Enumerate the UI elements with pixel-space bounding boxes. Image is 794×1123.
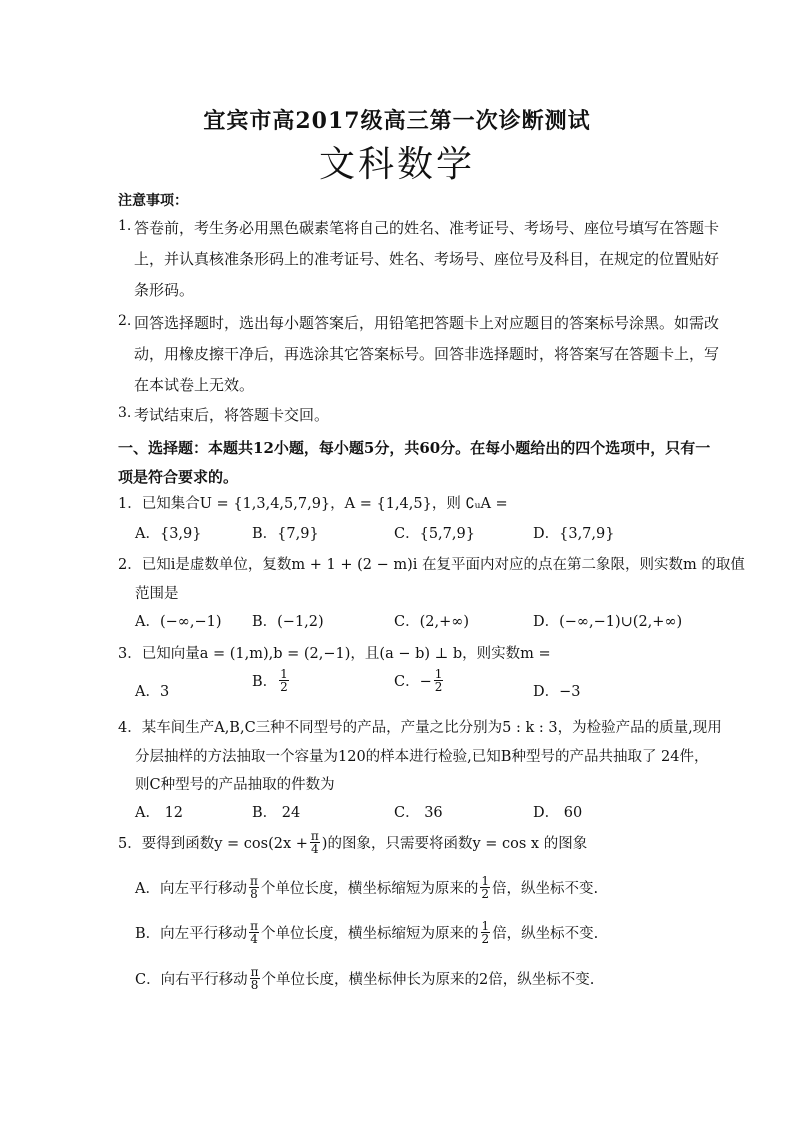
question-4-option-b: B． 24 [252,805,301,821]
question-1-option-c: C．{5,7,9} [394,526,475,542]
notice-item-number: 1. [118,218,132,234]
fraction-denominator: 2 [481,887,490,901]
notice-item-line: 上，并认真核准条形码上的准考证号、姓名、考场号、座位号及科目，在规定的位置贴好 [134,250,720,268]
question-5-stem [118,830,587,855]
exam-subject: 文科数学 [318,144,475,185]
question-5-option-b [135,920,598,945]
fraction-denominator: 8 [250,978,259,992]
option-text: 个单位长度，横坐标缩短为原来的 [260,881,479,897]
fraction [480,875,490,900]
fraction [279,668,289,693]
fraction [310,830,320,855]
question-3-option-c [394,668,445,693]
question-4-option-c: C． 36 [394,805,443,821]
stem-part: 5．要得到函数y = cos(2x + [118,836,308,852]
section-heading: 一、选择题：本题共12小题，每小题5分，共60分。在每小题给出的四个选项中，只有一 [118,439,711,457]
question-2-stem-cont: 范围是 [135,586,179,602]
fraction [481,920,491,945]
option-label: C．− [394,674,432,690]
question-5-option-c [135,966,594,991]
stem-part: )的图象，只需要将函数y = cos x 的图象 [321,836,588,852]
fraction-numerator: π [249,874,258,888]
notice-item-number: 2. [118,313,132,329]
fraction-denominator: 4 [311,842,319,856]
notice-item-line: 回答选择题时，选出每小题答案后，用铅笔把答题卡上对应题目的答案标号涂黑。如需改 [134,314,720,332]
option-text: 个单位长度，横坐标缩短为原来的 [261,926,479,942]
option-text: 倍，纵坐标不变. [492,926,599,942]
option-text: 倍，纵坐标不变. [492,881,599,897]
exam-title: 宜宾市高2017级高三第一次诊断测试 [203,108,591,134]
notice-item-line: 答卷前，考生务必用黑色碳素笔将自己的姓名、准考证号、考场号、座位号填写在答题卡 [134,219,720,237]
fraction [249,875,259,900]
question-3-option-a: A．3 [135,684,170,700]
question-1-option-d: D．{3,7,9} [533,526,615,542]
question-2-option-a: A．(−∞,−1) [135,614,222,630]
question-2-option-d: D．(−∞,−1)∪(2,+∞) [533,614,683,630]
fraction-denominator: 4 [250,932,258,946]
fraction-numerator: 1 [434,667,443,681]
question-5-option-a [135,875,598,900]
option-label: A．向左平行移动 [135,881,247,897]
fraction-denominator: 2 [280,680,288,694]
question-4-option-a: A． 12 [135,805,184,821]
option-text: 个单位长度，横坐标伸长为原来的2倍，纵坐标不变. [261,972,595,988]
question-1-option-a: A．{3,9} [135,526,202,542]
fraction-numerator: π [250,919,259,933]
question-2-option-c: C．(2,+∞) [394,614,469,630]
fraction [249,920,259,945]
notice-item-line: 在本试卷上无效。 [134,376,255,394]
fraction-numerator: 1 [481,919,490,933]
question-4-stem: 4．某车间生产A,B,C三种不同型号的产品，产量之比分别为5 : k : 3，为检验产品的质量,现用 [118,720,722,736]
fraction-denominator: 2 [434,680,443,694]
option-label: B． [252,674,278,690]
question-2-stem: 2．已知i是虚数单位，复数m + 1 + (2 − m)i 在复平面内对应的点在第二象限，则实数m 的取值 [118,557,745,573]
question-4-option-d: D． 60 [533,805,583,821]
question-3-option-b [252,668,291,693]
fraction [434,668,444,693]
notice-item-line: 条形码。 [134,281,195,299]
section-heading-cont: 项是符合要求的。 [118,468,239,486]
question-2-option-b: B．(−1,2) [252,614,324,630]
fraction-denominator: 2 [481,932,490,946]
question-3-option-d: D．−3 [533,684,581,700]
fraction-numerator: 1 [280,667,288,681]
fraction-numerator: π [250,965,259,979]
question-3-stem: 3．已知向量a = (1,m),b = (2,−1)，且(a − b) ⊥ b，则实数m = [118,646,551,662]
question-4-stem-cont2: 则C种型号的产品抽取的件数为 [135,777,335,793]
notice-item-number: 3. [118,405,132,421]
fraction-numerator: 1 [481,874,490,888]
fraction-denominator: 8 [250,887,258,901]
notice-item-line: 考试结束后，将答题卡交回。 [134,406,330,424]
notice-item-line: 动，用橡皮擦干净后，再选涂其它答案标号。回答非选择题时，将答案写在答题卡上，写 [134,345,720,363]
option-label: C．向右平行移动 [135,972,248,988]
notice-heading: 注意事项： [118,193,188,209]
fraction-numerator: π [310,829,319,843]
question-4-stem-cont: 分层抽样的方法抽取一个容量为120的样本进行检验,已知B种型号的产品共抽取了 24件， [135,749,709,765]
question-1-stem: 1．已知集合U = {1,3,4,5,7,9}，A = {1,4,5}，则 ∁ᵤA = [118,496,508,512]
question-1-option-b: B．{7,9} [252,526,319,542]
fraction [250,966,260,991]
option-label: B．向左平行移动 [135,926,248,942]
